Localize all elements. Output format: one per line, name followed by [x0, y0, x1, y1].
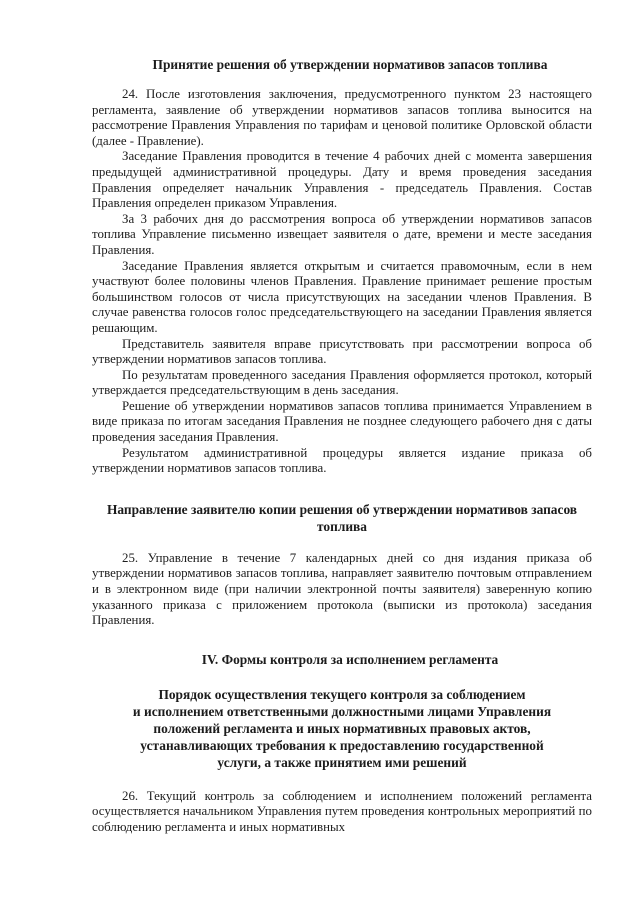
paragraph-24: 24. После изготовления заключения, предусмотренного пунктом 23 настоящего регламента, заявление об утверждении нормативов запасов топлива выносится на рассмотрение Правления Управления по тарифам и ценовой политике Орловской области (далее - Правление). [92, 87, 592, 148]
paragraph-decision-order: Решение об утверждении нормативов запасов топлива принимается Управлением в виде приказа по итогам заседания Правления не позднее следующего рабочего дня с даты проведения заседания Правления. [92, 398, 592, 445]
heading-line: услуги, а также принятием ими решений [217, 754, 467, 770]
paragraph-meeting-schedule: Заседание Правления проводится в течение 4 рабочих дней с момента завершения предыдущей административной процедуры. Дату и время проведения заседания Правления определяет начальник Управления - председатель Правления. Состав Правления определен приказом Управления. [92, 149, 592, 211]
chapter-heading-iv: IV. Формы контроля за исполнением регламента [201, 651, 499, 667]
paragraph-procedure-result: Результатом административной процедуры является издание приказа об утверждении нормативов запасов топлива. [92, 445, 592, 476]
heading-line: устанавливающих требования к предоставлению государственной [140, 737, 544, 753]
heading-line: положений регламента и иных нормативных правовых актов, [153, 720, 531, 736]
section-heading-current-control [92, 686, 592, 771]
heading-line: Порядок осуществления текущего контроля за соблюдением [158, 686, 526, 702]
heading-line: и исполнением ответственными должностными лицами Управления [132, 703, 552, 719]
section-heading-copy-to-applicant: Направление заявителю копии решения об утверждении нормативов запасов топлива [106, 501, 578, 534]
paragraph-applicant-attendance: Представитель заявителя вправе присутствовать при рассмотрении вопроса об утверждении нормативов запасов топлива. [92, 336, 592, 367]
document-body [92, 56, 592, 836]
section-heading-fuel-norms-decision: Принятие решения об утверждении нормативов запасов топлива [152, 57, 548, 72]
paragraph-quorum: Заседание Правления является открытым и считается правомочным, если в нем участвуют более половины членов Правления. Правление принимает решение простым большинством голосов от числа присутствующих на заседании членов Правления. В случае равенства голосов голос председательствующего на заседании Правления является решающим. [92, 258, 592, 335]
paragraph-protocol: По результатам проведенного заседания Правления оформляется протокол, который утверждается председательствующим в день заседания. [92, 367, 592, 398]
paragraph-25: 25. Управление в течение 7 календарных дней со дня издания приказа об утверждении нормативов запасов топлива, направляет заявителю почтовым отправлением и в электронном виде (при наличии электронной почты заявителя) заверенную копию указанного приказа с приложением протокола (выписки из протокола) заседания Правления. [92, 550, 592, 628]
paragraph-notification: За 3 рабочих дня до рассмотрения вопроса об утверждении нормативов запасов топлива Управление письменно извещает заявителя о дате, времени и месте заседания Правления. [92, 211, 592, 257]
paragraph-26: 26. Текущий контроль за соблюдением и исполнением положений регламента осуществляется начальником Управления путем проведения контрольных мероприятий по соблюдению регламента и иных нормативных [92, 788, 592, 834]
